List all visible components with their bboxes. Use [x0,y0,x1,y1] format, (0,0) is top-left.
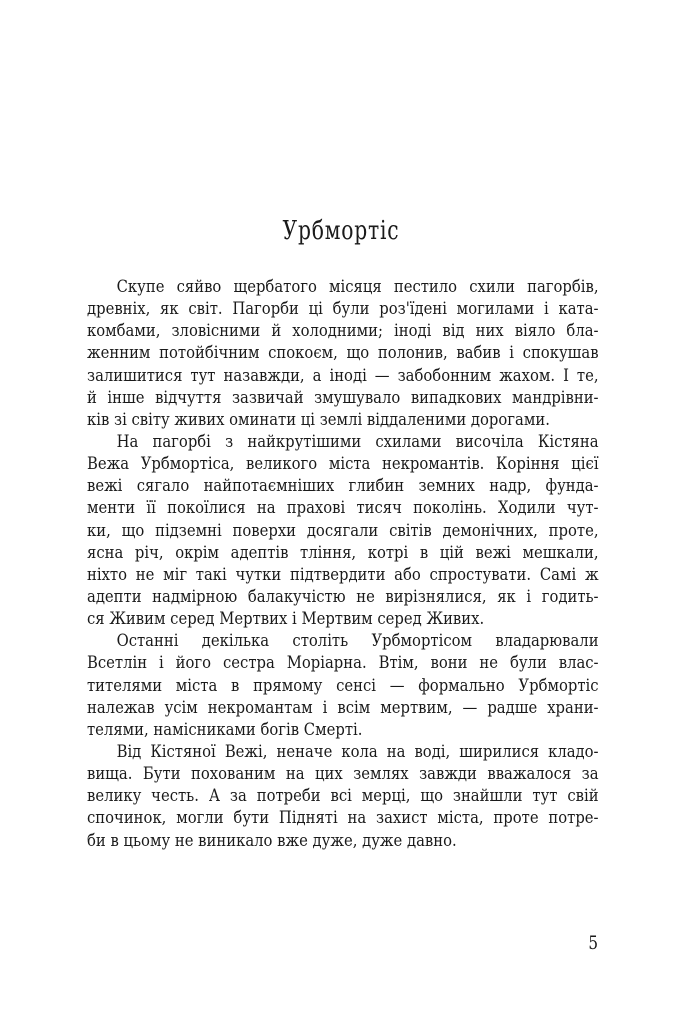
text-line: На пагорбі з найкрутішими схилами височіла Кістяна [116,431,599,452]
text-line: ків зі світу живих оминати ці землі віддаленими дорогами. [87,409,550,430]
text-line: женним потойбічним спокоєм, що полонив, вабив і спокушав [87,343,599,364]
text-line: древніх, як світ. Пагорби ці були роз'їдені могилами і ката- [87,299,599,320]
paragraph [87,741,599,852]
text-line: ясна річ, окрім адептів тління, котрі в цій вежі мешкали, [87,542,599,563]
text-line: Від Кістяної Вежі, неначе кола на воді, ширилися кладо- [116,741,599,762]
paragraph [87,630,599,741]
text-line: спочинок, могли бути Підняті на захист міста, проте потре- [87,808,599,829]
page-number: 5 [588,932,598,954]
text-line: вища. Бути похованим на цих землях завжди вважалося за [87,764,599,785]
text-line: ніхто не міг такі чутки підтвердити або спростувати. Самі ж [87,564,599,585]
body-text [87,276,599,852]
text-line: вежі сягало найпотаємніших глибин земних надр, фунда- [87,476,599,497]
text-line: менти її покоїлися на прахові тисяч поколінь. Ходили чут- [87,498,599,519]
text-line: адепти надмірною балакучістю не вирізнялися, як і годить- [87,586,599,607]
text-line: Скупе сяйво щербатого місяця пестило схили пагорбів, [116,277,599,297]
text-line: залишитися тут назавжди, а іноді — забобонним жахом. І те, [87,365,599,386]
page-title: Урбмортіс [282,216,400,246]
text-line: тителями міста в прямому сенсі — формально Урбмортіс [87,675,599,696]
text-line: ся Живим серед Мертвих і Мертвим серед Живих. [87,609,485,630]
paragraph [87,276,599,431]
text-line: велику честь. А за потреби всі мерці, що знайшли тут свій [87,786,599,807]
text-line: ки, що підземні поверхи досягали світів демонічних, проте, [87,520,599,541]
text-line: належав усім некромантам і всім мертвим, — радше храни- [87,697,599,718]
paragraph [87,431,599,630]
text-line: Всетлін і його сестра Моріарна. Втім, вони не були влас- [87,653,599,674]
text-line: Вежа Урбмортіса, великого міста некромантів. Коріння цієї [87,454,599,475]
text-line: би в цьому не виникало вже дуже, дуже давно. [87,830,457,851]
text-line: комбами, зловісними й холодними; іноді від них віяло бла- [87,321,599,342]
text-line: Останні декілька століть Урбмортісом владарювали [116,631,599,652]
text-line: й інше відчуття зазвичай змушувало випадкових мандрівни- [87,387,599,408]
text-line: телями, намісниками богів Смерті. [87,719,363,740]
